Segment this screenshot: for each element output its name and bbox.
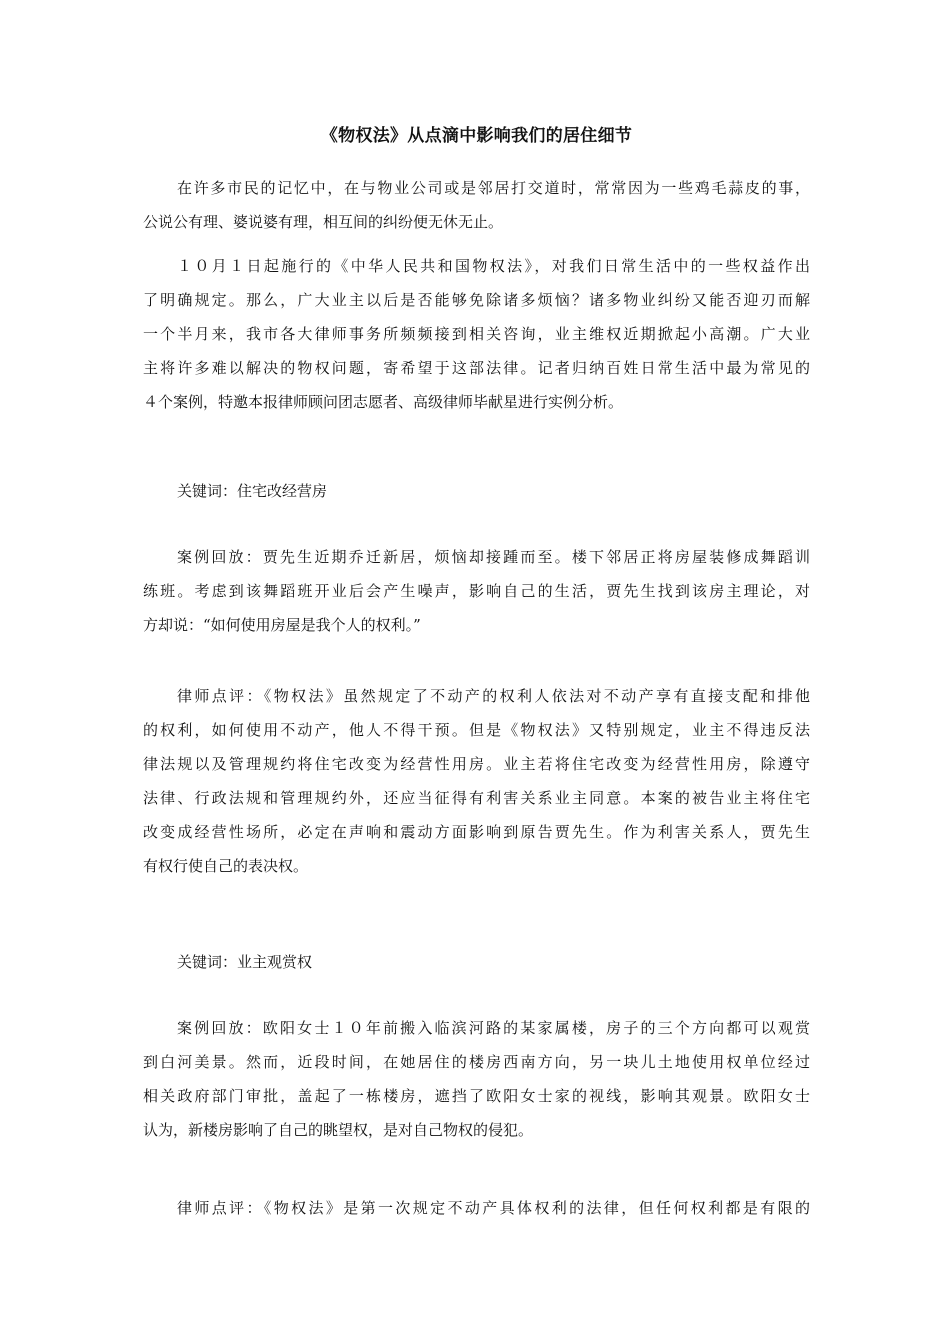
- text-line: 律师点评：《物权法》虽然规定了不动产的权利人依法对不动产享有直接支配和排他: [177, 687, 810, 705]
- text-line: 公说公有理、婆说婆有理，相互间的纠纷便无休无止。: [143, 213, 504, 231]
- document-page: [143, 0, 810, 1344]
- paragraph-case-review-2: [143, 1011, 810, 1147]
- text-line: 案例回放：欧阳女士１０年前搬入临滨河路的某家属楼，房子的三个方向都可以观赏: [177, 1019, 810, 1037]
- text-line: 有权行使自己的表决权。: [143, 857, 309, 875]
- text-line: １０月１日起施行的《中华人民共和国物权法》，对我们日常生活中的一些权益作出: [177, 257, 810, 275]
- text-line: 到白河美景。然而，近段时间，在她居住的楼房西南方向，另一块儿土地使用权单位经过: [143, 1053, 810, 1071]
- text-line: 了明确规定。那么，广大业主以后是否能够免除诸多烦恼？诸多物业纠纷又能否迎刃而解: [143, 291, 810, 309]
- text-line: 法律、行政法规和管理规约外，还应当征得有利害关系业主同意。本案的被告业主将住宅: [143, 789, 810, 807]
- paragraph-intro-2: [143, 249, 810, 419]
- paragraph-intro-1: [143, 171, 810, 239]
- paragraph-case-review-1: [143, 540, 810, 642]
- text-line: 一个半月来，我市各大律师事务所频频接到相关咨询，业主维权近期掀起小高潮。广大业: [143, 325, 810, 343]
- text-line: 律法规以及管理规约将住宅改变为经营性用房。业主若将住宅改变为经营性用房，除遵守: [143, 755, 810, 773]
- text-line: 改变成经营性场所，必定在声响和震动方面影响到原告贾先生。作为利害关系人，贾先生: [143, 823, 810, 841]
- paragraph-lawyer-comment-2: [143, 1191, 810, 1225]
- keyword-heading-2: [143, 945, 810, 979]
- text-line: 练班。考虑到该舞蹈班开业后会产生噪声，影响自己的生活，贾先生找到该房主理论，对: [143, 582, 810, 600]
- paragraph-lawyer-comment-1: [143, 679, 810, 883]
- text-line: 律师点评：《物权法》是第一次规定不动产具体权利的法律，但任何权利都是有限的: [177, 1199, 810, 1217]
- text-line: 主将许多难以解决的物权问题，寄希望于这部法律。记者归纳百姓日常生活中最为常见的: [143, 359, 810, 377]
- text-line: ４个案例，特邀本报律师顾问团志愿者、高级律师毕献星进行实例分析。: [143, 393, 624, 411]
- text-line: 的权利，如何使用不动产，他人不得干预。但是《物权法》又特别规定，业主不得违反法: [143, 721, 810, 739]
- text-line: 在许多市民的记忆中，在与物业公司或是邻居打交道时，常常因为一些鸡毛蒜皮的事，: [177, 179, 810, 197]
- text-line: 关键词：业主观赏权: [177, 953, 313, 971]
- text-line: 认为，新楼房影响了自己的眺望权，是对自己物权的侵犯。: [143, 1121, 534, 1139]
- article-title: 《物权法》从点滴中影响我们的居住细节: [320, 126, 633, 146]
- text-line: 案例回放：贾先生近期乔迁新居，烦恼却接踵而至。楼下邻居正将房屋装修成舞蹈训: [177, 548, 810, 566]
- text-line: 关键词：住宅改经营房: [177, 482, 328, 500]
- keyword-heading-1: [143, 474, 810, 508]
- text-line: 方却说：“如何使用房屋是我个人的权利。”: [143, 616, 421, 634]
- text-line: 相关政府部门审批，盖起了一栋楼房，遮挡了欧阳女士家的视线，影响其观景。欧阳女士: [143, 1087, 810, 1105]
